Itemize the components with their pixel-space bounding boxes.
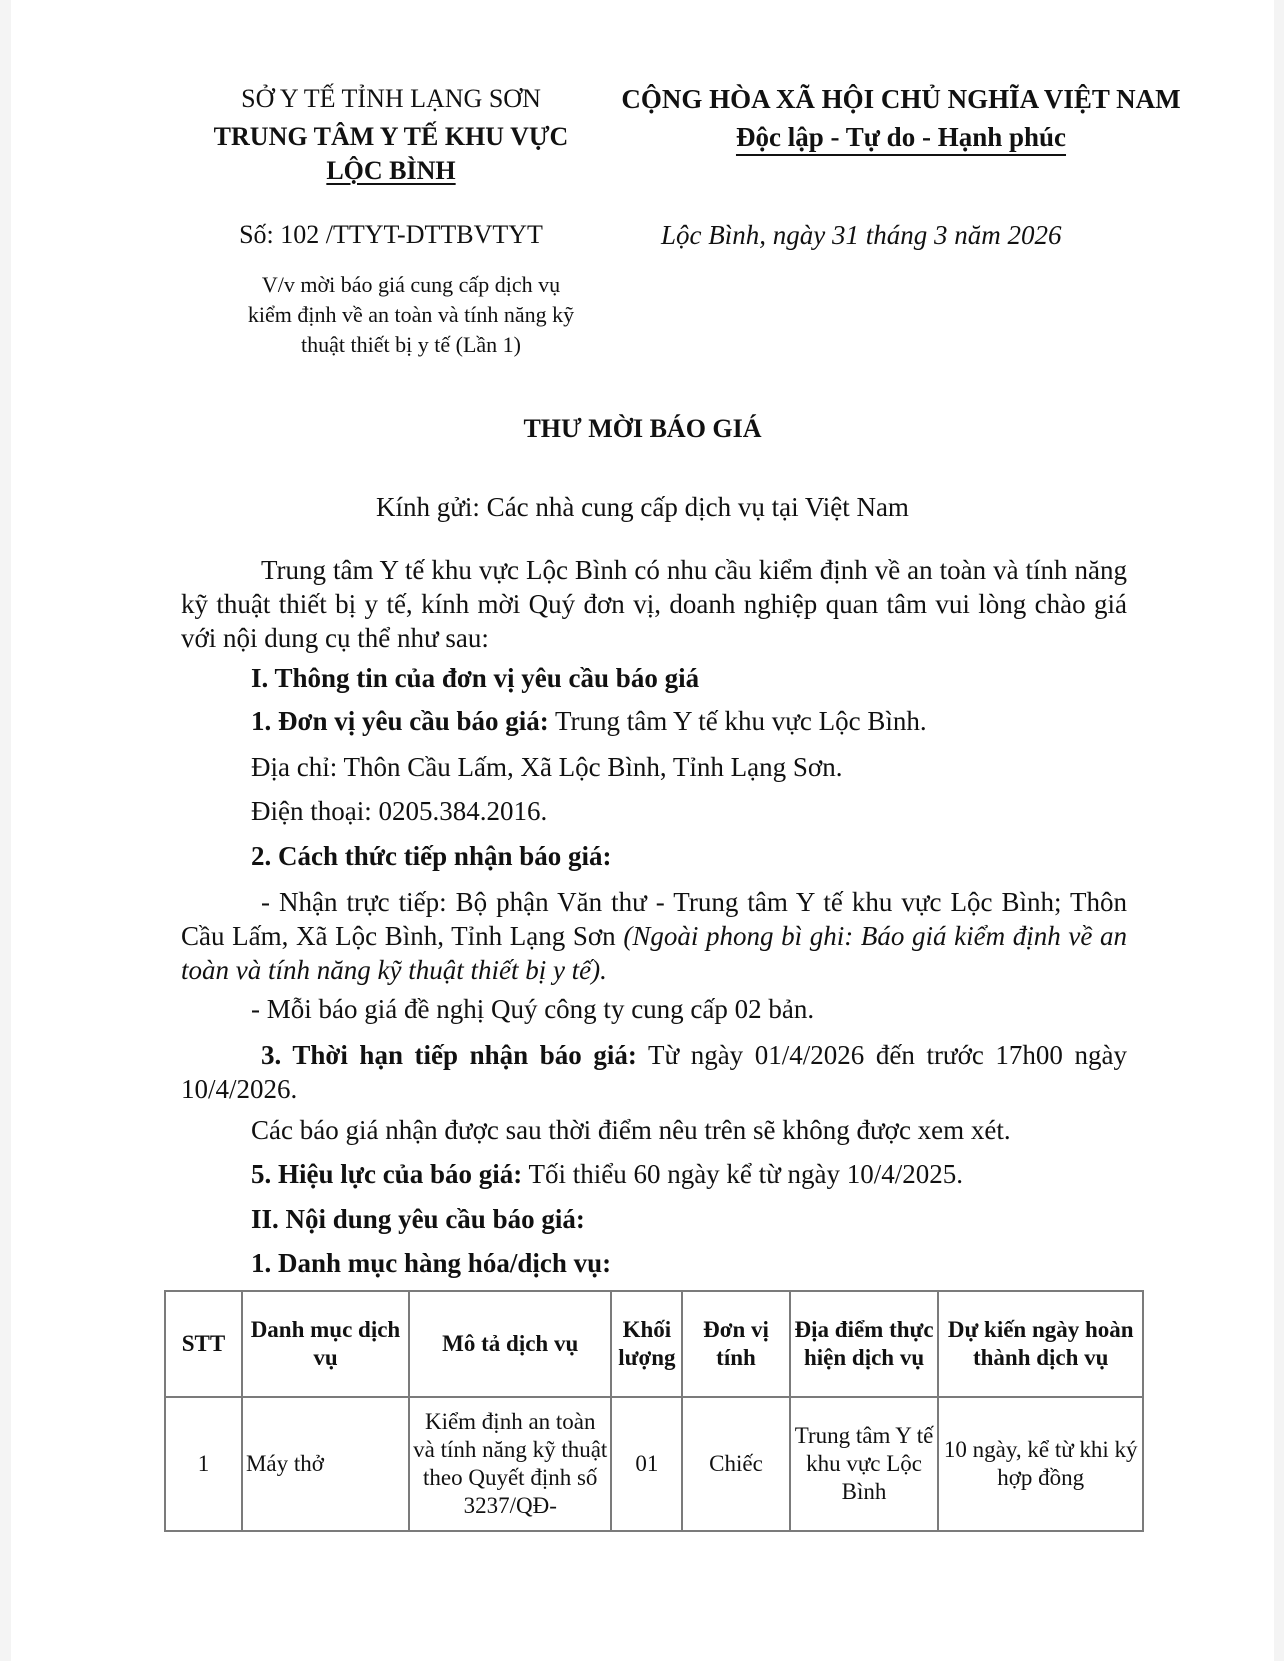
cell-quantity: 01	[611, 1397, 682, 1531]
address-line: Địa chỉ: Thôn Cầu Lấm, Xã Lộc Bình, Tỉnh Lạng Sơn.	[251, 752, 843, 782]
service-table	[164, 1290, 1144, 1532]
late-submission-note: Các báo giá nhận được sau thời điểm nêu trên sẽ không được xem xét.	[251, 1115, 1011, 1145]
column-header-service-description: Mô tả dịch vụ	[409, 1291, 611, 1397]
cell-service-category: Máy thở	[242, 1397, 409, 1531]
column-header-quantity: Khối lượng	[611, 1291, 682, 1397]
column-header-expected-completion: Dự kiến ngày hoàn thành dịch vụ	[938, 1291, 1143, 1397]
cell-stt: 1	[165, 1397, 242, 1531]
validity-line	[251, 1159, 963, 1190]
cell-expected-completion: 10 ngày, kể từ khi ký hợp đồng	[938, 1397, 1143, 1531]
department-name: SỞ Y TẾ TỈNH LẠNG SƠN	[241, 84, 541, 113]
column-header-stt: STT	[165, 1291, 242, 1397]
national-title: CỘNG HÒA XÃ HỘI CHỦ NGHĨA VIỆT NAM	[621, 84, 1181, 114]
organization-name-underlined: LỘC BÌNH	[326, 156, 456, 185]
document-title: THƯ MỜI BÁO GIÁ	[523, 414, 762, 443]
organization-name-line1: TRUNG TÂM Y TẾ KHU VỰC	[213, 122, 569, 151]
receipt-direct-paragraph	[181, 885, 1127, 987]
cell-location: Trung tâm Y tế khu vực Lộc Bình	[790, 1397, 939, 1531]
column-header-location: Địa điểm thực hiện dịch vụ	[790, 1291, 939, 1397]
national-motto-text: Độc lập - Tự do - Hạnh phúc	[735, 122, 1067, 152]
column-header-service-category: Danh mục dịch vụ	[242, 1291, 409, 1397]
organization-name-line2	[191, 156, 591, 186]
validity-value: Tối thiểu 60 ngày kể từ ngày 10/4/2025.	[522, 1159, 964, 1189]
requesting-unit-value: Trung tâm Y tế khu vực Lộc Bình.	[548, 706, 927, 736]
place-date: Lộc Bình, ngày 31 tháng 3 năm 2026	[661, 220, 1062, 250]
national-motto	[621, 122, 1181, 153]
phone-line: Điện thoại: 0205.384.2016.	[251, 796, 548, 826]
cell-unit: Chiếc	[682, 1397, 789, 1531]
document-number: Số: 102 /TTYT-DTTBVTYT	[239, 220, 543, 249]
receipt-direct-text: - Nhận trực tiếp: Bộ phận Văn thư - Trung tâm Y tế khu vực Lộc Bình; Thôn Cầu Lấm, Xã Lộc Bình, Tỉnh Lạng Sơn	[181, 887, 1127, 951]
document-page	[11, 0, 1274, 1661]
deadline-value: Từ ngày 01/4/2026 đến trước 17h00 ngày 10/4/2026.	[181, 1040, 1127, 1104]
deadline-label: 3. Thời hạn tiếp nhận báo giá:	[261, 1040, 637, 1070]
section1-heading: I. Thông tin của đơn vị yêu cầu báo giá	[251, 663, 700, 693]
table-row	[165, 1397, 1143, 1531]
copies-line: - Mỗi báo giá đề nghị Quý công ty cung cấp 02 bản.	[251, 994, 815, 1024]
validity-label: 5. Hiệu lực của báo giá:	[251, 1159, 523, 1189]
envelope-note: (Ngoài phong bì ghi: Báo giá kiểm định về an toàn và tính năng kỹ thuật thiết bị y tế).	[181, 921, 1127, 985]
receipt-method-heading: 2. Cách thức tiếp nhận báo giá:	[251, 841, 612, 871]
column-header-unit: Đơn vị tính	[682, 1291, 789, 1397]
table-header-row	[165, 1291, 1143, 1397]
recipient-line: Kính gửi: Các nhà cung cấp dịch vụ tại Việt Nam	[376, 492, 909, 522]
service-list-heading: 1. Danh mục hàng hóa/dịch vụ:	[251, 1248, 612, 1278]
intro-paragraph: Trung tâm Y tế khu vực Lộc Bình có nhu cầu kiểm định về an toàn và tính năng kỹ thuật thiết bị y tế, kính mời Quý đơn vị, doanh nghiệp quan tâm vui lòng chào giá với nội dung cụ thể như sau:	[181, 555, 1127, 653]
deadline-paragraph	[181, 1038, 1127, 1106]
cell-service-description: Kiểm định an toàn và tính năng kỹ thuật theo Quyết định số 3237/QĐ-	[409, 1397, 611, 1531]
requesting-unit-label: 1. Đơn vị yêu cầu báo giá:	[251, 706, 549, 736]
document-subject: V/v mời báo giá cung cấp dịch vụ kiểm định về an toàn và tính năng kỹ thuật thiết bị y tế (Lần 1)	[247, 272, 575, 357]
requesting-unit	[251, 706, 927, 737]
section2-heading: II. Nội dung yêu cầu báo giá:	[251, 1204, 585, 1234]
